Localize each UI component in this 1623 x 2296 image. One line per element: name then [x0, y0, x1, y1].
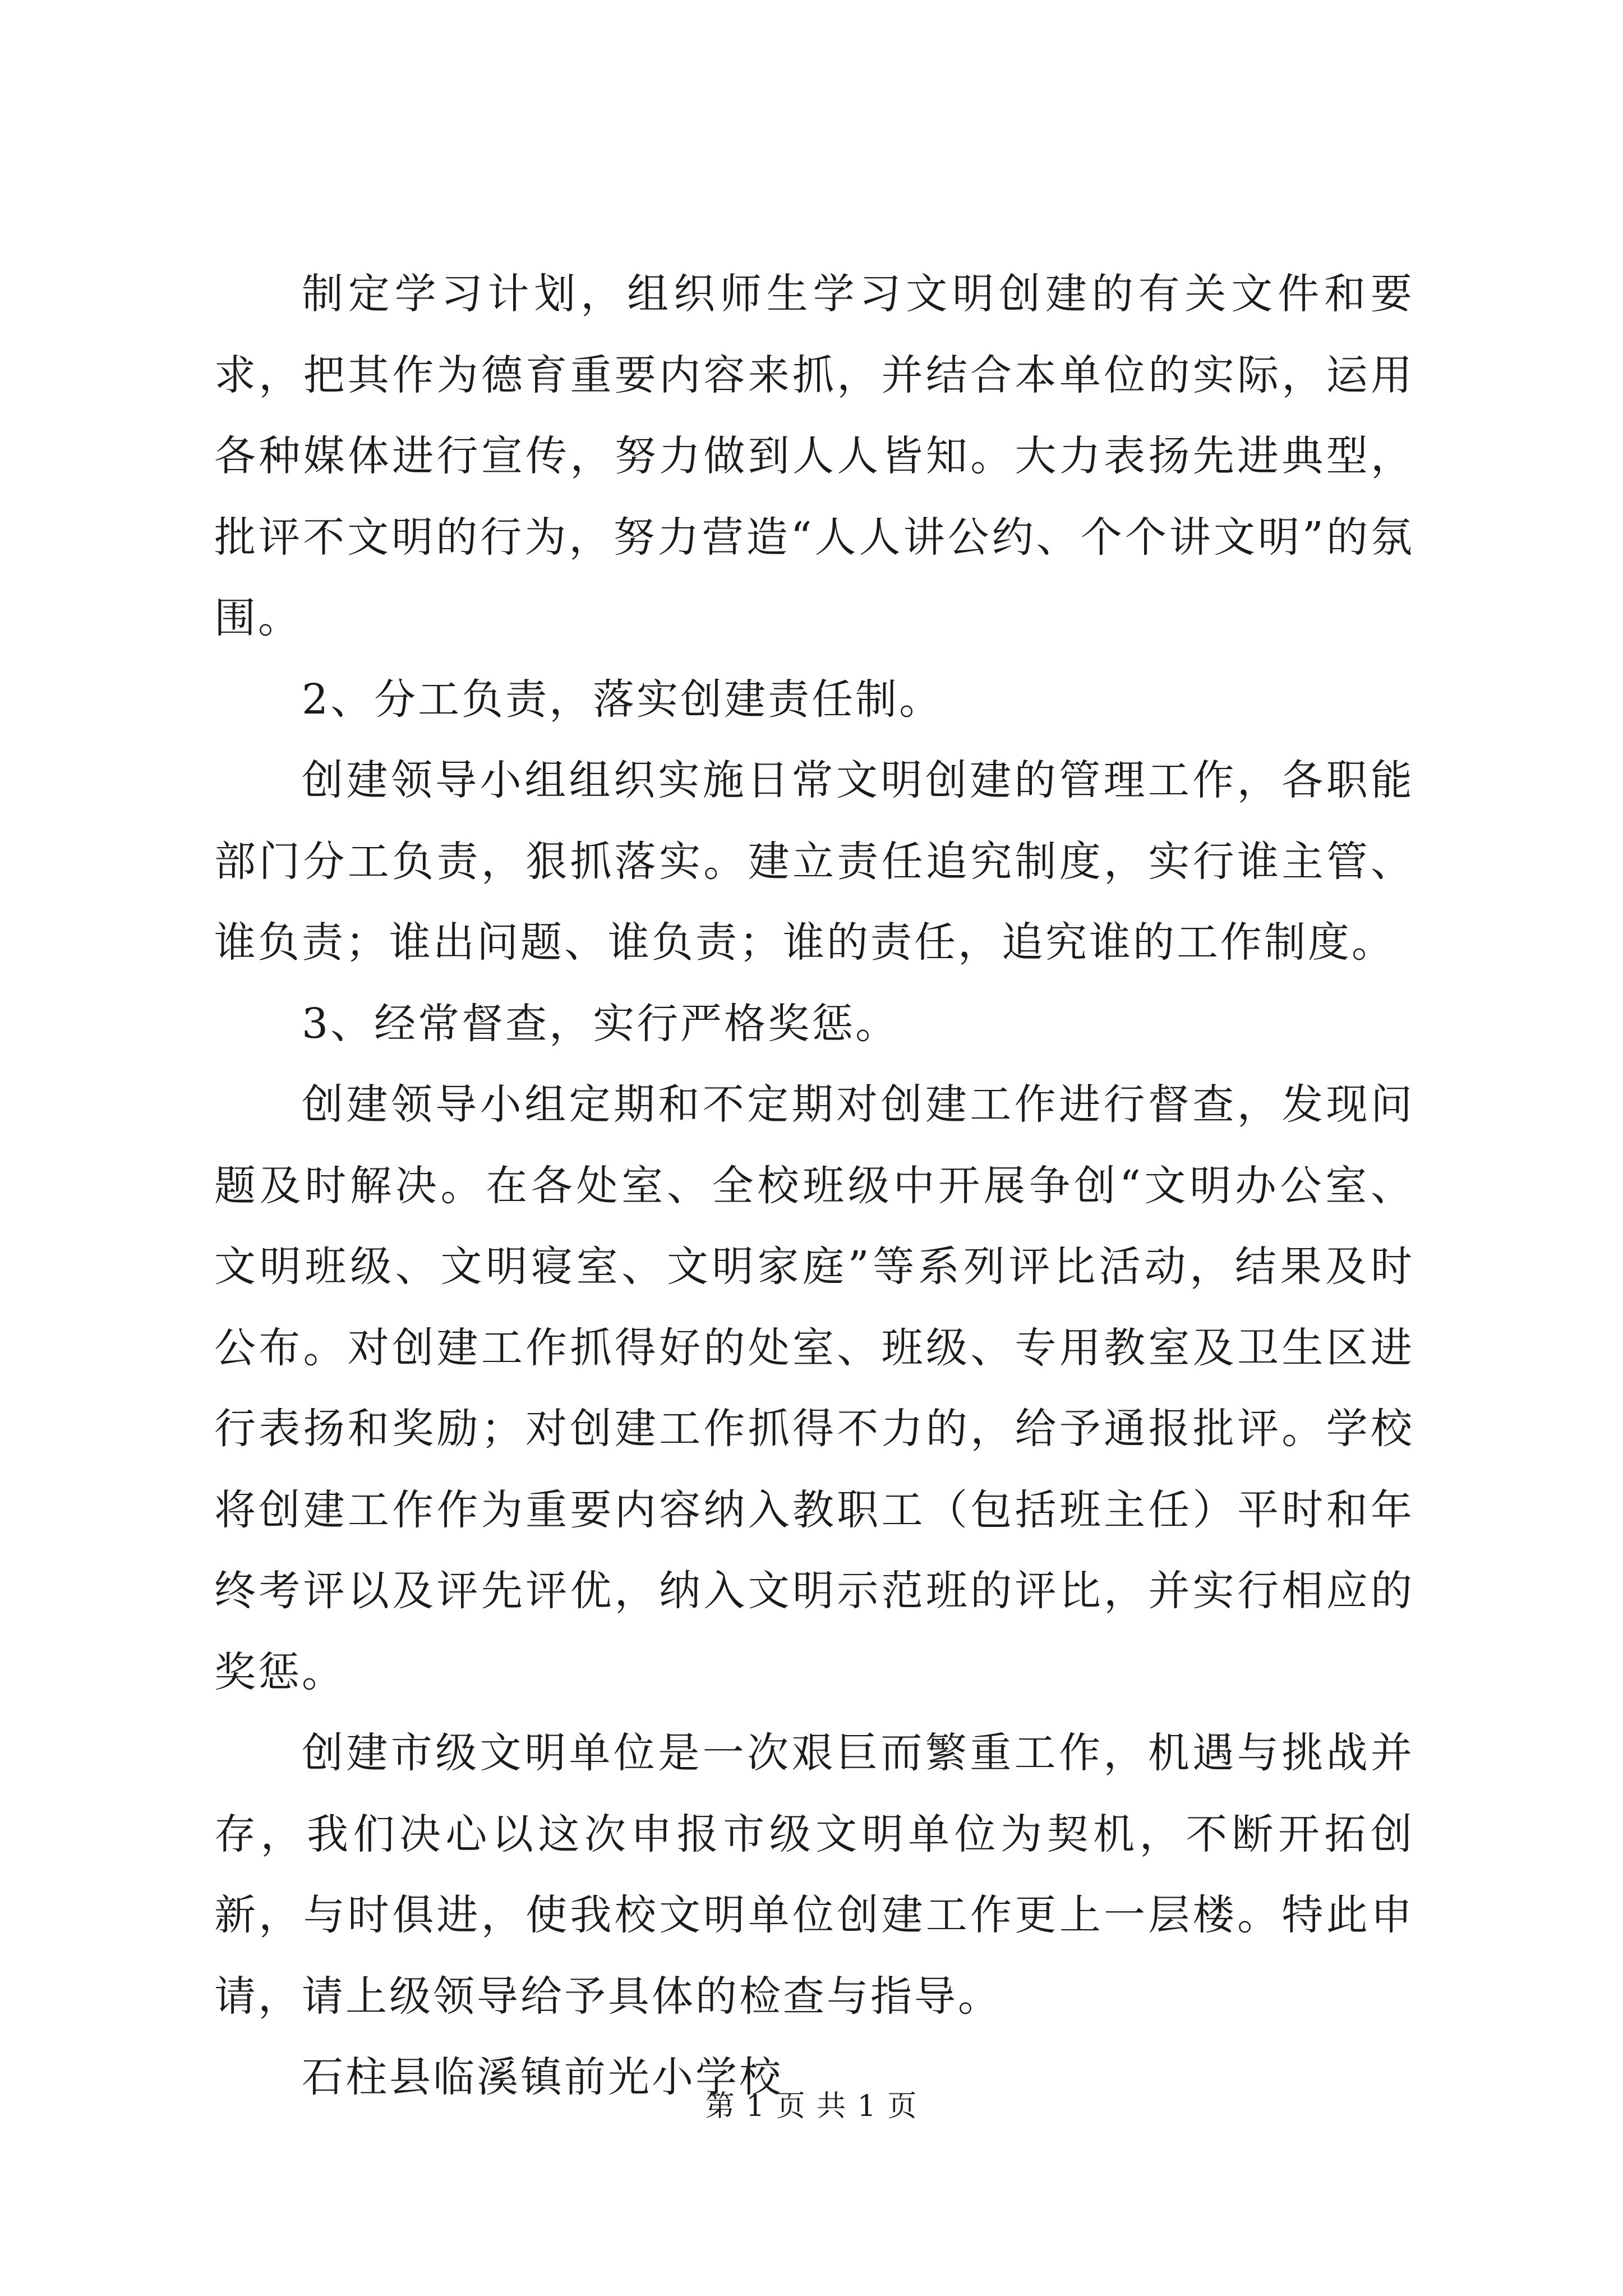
signature-school-name: 石柱县临溪镇前光小学校 [302, 2053, 783, 2101]
paragraph-supervision: 创建领导小组定期和不定期对创建工作进行督查，发现问题及时解决。在各处室、全校班级中开展争创“文明办公室、文明班级、文明寝室、文明家庭”等系列评比活动，结果及时公布。对创建工作抓得好的处室、班级、专用教室及卫生区进行表扬和奖励；对创建工作抓得不力的，给予通报批评。学校将创建工作作为重要内容纳入教职工（包括班主任）平时和年终考评以及评先评优，纳入文明示范班的评比，并实行相应的奖惩。 [214, 1080, 1414, 1696]
paragraph-responsibility: 创建领导小组组织实施日常文明创建的管理工作，各职能部门分工负责，狠抓落实。建立责任追究制度，实行谁主管、谁负责；谁出问题、谁负责；谁的责任，追究谁的工作制度。 [214, 756, 1414, 967]
paragraph-study-plan: 制定学习计划，组织师生学习文明创建的有关文件和要求，把其作为德育重要内容来抓，并结合本单位的实际，运用各种媒体进行宣传，努力做到人人皆知。大力表扬先进典型，批评不文明的行为，努力营造“人人讲公约、个个讲文明”的氛围。 [214, 270, 1414, 642]
paragraph-conclusion: 创建市级文明单位是一次艰巨而繁重工作，机遇与挑战并存，我们决心以这次申报市级文明单位为契机，不断开拓创新，与时俱进，使我校文明单位创建工作更上一层楼。特此申请，请上级领导给予具体的检查与指导。 [214, 1729, 1414, 2021]
heading-supervision: 3、经常督查，实行严格奖惩。 [302, 999, 900, 1048]
heading-division-of-labor: 2、分工负责，落实创建责任制。 [302, 675, 943, 724]
document-body [214, 254, 1414, 2118]
page-footer: 第 1 页 共 1 页 [705, 2090, 918, 2123]
